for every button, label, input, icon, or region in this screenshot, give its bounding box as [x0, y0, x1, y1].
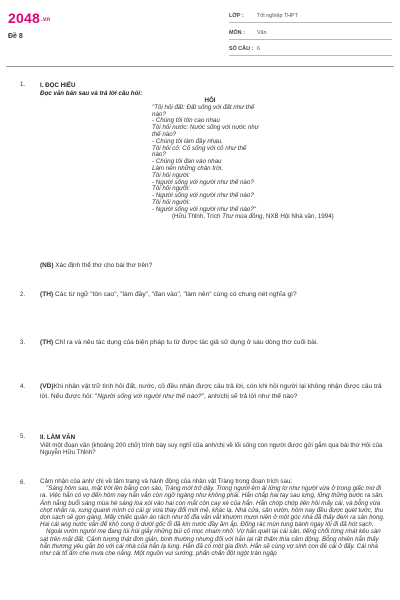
question-number: 4.	[20, 384, 26, 390]
level-tag: (VD)	[40, 383, 54, 390]
poem-line: - Người sống với người như thế nào?	[152, 192, 254, 200]
level-tag: (TH)	[40, 291, 54, 298]
question-body: Chỉ ra và nêu tác dụng của biện pháp tu từ được tác giả sử dụng ở sáu dòng thơ cuối bài.	[53, 339, 319, 346]
source-book: Thư mùa đông	[222, 212, 263, 220]
question-intro: Cảm nhận của anh/ chị về tâm trạng và hành động của nhân vật Tràng trong đoạn trích sau:	[40, 478, 293, 485]
poem-line: Tôi hỏi người:	[152, 171, 190, 179]
question-text	[40, 262, 152, 270]
poem-line: "Tôi hỏi đất: Đất sống với đất như thế	[152, 103, 255, 111]
poem-line: Tôi hỏi cỏ: Cỏ sống với cỏ như thế	[152, 144, 247, 152]
meta-value: Văn	[257, 30, 267, 36]
question-number: 6.	[20, 480, 26, 486]
logo-suffix: .vn	[40, 17, 51, 23]
question-body: ", anh/chị sẽ trả lời như thế nào?	[201, 393, 298, 400]
poem-line: thế nào?	[152, 130, 177, 138]
question-body: Xác định thể thơ cho bài thơ trên?	[53, 262, 153, 269]
poem-line: - Chúng tôi đan vào nhau	[152, 158, 222, 166]
section-title: I. ĐỌC HIỂU	[40, 82, 76, 89]
exam-header	[0, 0, 400, 64]
site-logo[interactable]	[8, 10, 50, 26]
level-tag: (NB)	[40, 262, 54, 269]
question-text	[40, 338, 388, 348]
level-tag: (TH)	[40, 339, 54, 346]
reading-instruction: Đọc văn bản sau và trả lời câu hỏi:	[40, 90, 143, 97]
poem-line: - Chúng tôi làm đầy nhau.	[152, 137, 223, 145]
passage-paragraph: "Sáng hôm sau, mặt trời lên bằng con sào, Tràng mới trở dậy. Trong người êm ái lửng lơ như người vừa ở trong giấc mơ đi ra. Việc hắn có vợ đến hôm nay hắn vẫn còn ngỡ ngàng như không phải. Hắn chắp hai tay sau lưng, lững thững bước ra sân. Ánh nắng buổi sáng mùa hè sáng lóa xói vào hai con mắt còn cay xè của hắn. Hắn chớp chớp liên hồi mấy cái, và bỗng vừa chợt nhận ra, xung quanh mình có cái gì vừa thay đổi mới mẻ, khác lạ. Nhà cửa, sân vườn, hôm nay đều được quét tước, thu dọn sạch sẽ gọn gàng. Mấy chiếc quần áo rách như tổ đỉa vẫn vắt khươm mươi niên ở một góc nhà đã thấy đem ra sân hong. Hai cái ang nước vẫn để khô cong ở dưới gốc ổi đã kín nước đầy ăm ắp. Đống rác mùn tung bành ngay lối đi đã hót sạch.	[40, 485, 385, 529]
meta-label: SỐ CÂU :	[229, 46, 254, 52]
section-title: II. LÀM VĂN	[40, 434, 76, 441]
question-text: Viết một đoạn văn (khoảng 200 chữ) trình bày suy nghĩ của anh/chị về lối sống con người được gửi gắm qua bài thơ Hỏi của Nguyễn Hữu Thỉnh?	[40, 442, 383, 457]
passage-paragraph: Ngoài vườn người mẹ đang lúi húi giẫy những búi cỏ mọc nham nhở. Vợ hắn quét lại cái sân, tiếng chổi từng nhát kêu sàn sạt trên mặt đất. Cảnh tượng thật đơn giản, bình thường nhưng đối với hắn lại rất thấm thía cảm động. Bỗng nhiên hắn thấy hắn thương yêu gắn bó với cái nhà của hắn lạ lùng. Hắn đã có một gia đình. Hắn sẽ cùng vợ sinh con đẻ cái ở đấy. Cái nhà như cái tổ ấm che mưa che nắng. Một nguồn vui sướng, phấn chấn đột ngột tràn ngập	[40, 528, 381, 558]
exam-number: Đề 8	[8, 33, 23, 40]
poem-line: - Người sống với người như thế nào?	[152, 178, 254, 186]
poem-line: Làm nên những chân trời.	[152, 164, 223, 172]
meta-label: MÔN :	[229, 30, 245, 36]
poem-block	[152, 98, 362, 220]
poem-line: Tôi hỏi người:	[152, 185, 190, 193]
meta-underline	[229, 55, 392, 56]
meta-underline	[229, 39, 392, 40]
poem-line: Tôi hỏi nước: Nước sống với nước như	[152, 124, 259, 132]
meta-underline	[229, 22, 392, 23]
source-text: , NXB Hội Nhà văn, 1994)	[262, 212, 334, 220]
header-divider	[6, 66, 394, 67]
meta-label: LỚP :	[229, 13, 244, 19]
question-number: 2.	[20, 292, 26, 298]
question-quote: Người sống với người như thế nào?	[97, 393, 202, 400]
poem-line: - Người sống với người như thế nào?"	[152, 205, 256, 213]
essay-passage	[40, 478, 390, 557]
question-body: Các từ ngữ "tôn cao", "làm đầy", "đan vào", "làm nên" cùng có chung nét nghĩa gì?	[53, 291, 297, 298]
question-number: 3.	[20, 340, 26, 346]
poem-title: HỎI	[204, 97, 216, 104]
poem-line: nào?	[152, 151, 166, 159]
question-text	[40, 382, 388, 402]
question-text	[40, 290, 388, 300]
meta-value: Tốt nghiệp THPT	[257, 13, 298, 19]
question-number: 5.	[20, 434, 26, 440]
poem-line: Tôi hỏi người:	[152, 198, 190, 206]
meta-value: 6	[257, 46, 260, 52]
question-number: 1.	[20, 82, 26, 88]
poem-source	[172, 214, 362, 221]
question-body: Khi nhân vật trữ tình hỏi đất, nước, cỏ đều nhận được câu trả lời, còn khi hỏi người lại không nhận được câu trả lời. Nếu được hỏi: "	[40, 383, 382, 400]
poem-line: - Chúng tôi tôn cao nhau	[152, 117, 220, 125]
poem-line: nào?	[152, 110, 166, 118]
logo-text: 2048	[8, 10, 40, 26]
source-text: (Hữu Thỉnh, Trích	[172, 212, 223, 220]
